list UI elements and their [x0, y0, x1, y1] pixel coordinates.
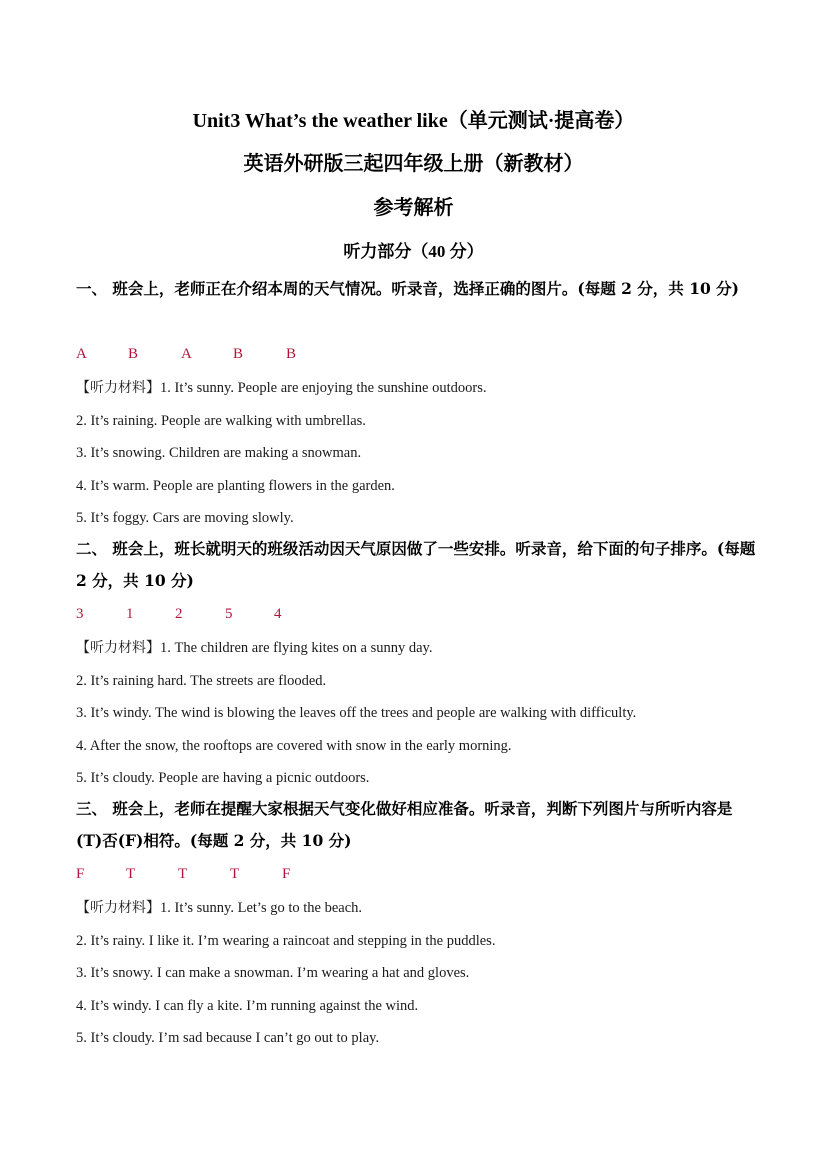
material-line: 4. After the snow, the rooftops are covered with snow in the early morning. — [76, 738, 512, 754]
answer-2: B — [128, 346, 139, 362]
material-line: 3. It’s snowing. Children are making a snowman. — [76, 445, 362, 461]
material-line: 5. It’s cloudy. I’m sad because I can’t go out to play. — [76, 1030, 380, 1046]
answer-3: A — [181, 346, 192, 362]
document-subtitle: 英语外研版三起四年级上册（新教材） — [243, 153, 584, 175]
answer-2: 1 — [126, 606, 134, 622]
answer-1: 3 — [76, 606, 84, 622]
answer-1: F — [76, 866, 85, 882]
answer-5: 4 — [274, 606, 282, 622]
answer-3: T — [178, 866, 188, 882]
answer-5: F — [282, 866, 291, 882]
answer-4: T — [230, 866, 240, 882]
material-line: 【听力材料】1. It’s sunny. Let’s go to the beach. — [76, 900, 363, 916]
material-line: 4. It’s warm. People are planting flowers in the garden. — [76, 478, 395, 494]
material-line: 4. It’s windy. I can fly a kite. I’m running against the wind. — [76, 998, 419, 1014]
part-title: 听力部分（40 分） — [343, 242, 484, 261]
answer-4: B — [233, 346, 244, 362]
material-line: 3. It’s snowy. I can make a snowman. I’m wearing a hat and gloves. — [76, 965, 470, 981]
document-heading: 参考解析 — [373, 197, 454, 219]
answer-5: B — [286, 346, 297, 362]
material-line: 【听力材料】1. It’s sunny. People are enjoying the sunshine outdoors. — [76, 380, 487, 396]
answer-2: T — [126, 866, 136, 882]
material-line: 2. It’s raining hard. The streets are flooded. — [76, 673, 327, 689]
material-line: 5. It’s foggy. Cars are moving slowly. — [76, 510, 294, 526]
section-1-heading: 一、 班会上，老师正在介绍本周的天气情况。听录音，选择正确的图片。(每题 2 分，共 10 分) — [76, 279, 740, 298]
section-3-heading: 三、 班会上，老师在提醒大家根据天气变化做好相应准备。听录音，判断下列图片与所听内容是(T)否(F)相符。(每题 2 分，共 10 分) — [76, 799, 733, 850]
material-tag: 【听力材料】 — [76, 380, 160, 396]
material-tag: 【听力材料】 — [76, 900, 160, 916]
material-line: 5. It’s cloudy. People are having a picnic outdoors. — [76, 770, 370, 786]
material-tag: 【听力材料】 — [76, 640, 160, 656]
material-line: 【听力材料】1. The children are flying kites on a sunny day. — [76, 640, 433, 656]
answer-4: 5 — [225, 606, 233, 622]
material-line: 2. It’s rainy. I like it. I’m wearing a raincoat and stepping in the puddles. — [76, 933, 496, 949]
answer-1: A — [76, 346, 87, 362]
material-line: 3. It’s windy. The wind is blowing the leaves off the trees and people are walking with difficulty. — [76, 705, 637, 721]
document-title: Unit3 What’s the weather like（单元测试·提高卷） — [192, 110, 635, 132]
material-line: 2. It’s raining. People are walking with umbrellas. — [76, 413, 366, 429]
section-2-heading: 二、 班会上，班长就明天的班级活动因天气原因做了一些安排。听录音，给下面的句子排序。(每题 2 分，共 10 分) — [76, 539, 756, 590]
answer-3: 2 — [175, 606, 183, 622]
